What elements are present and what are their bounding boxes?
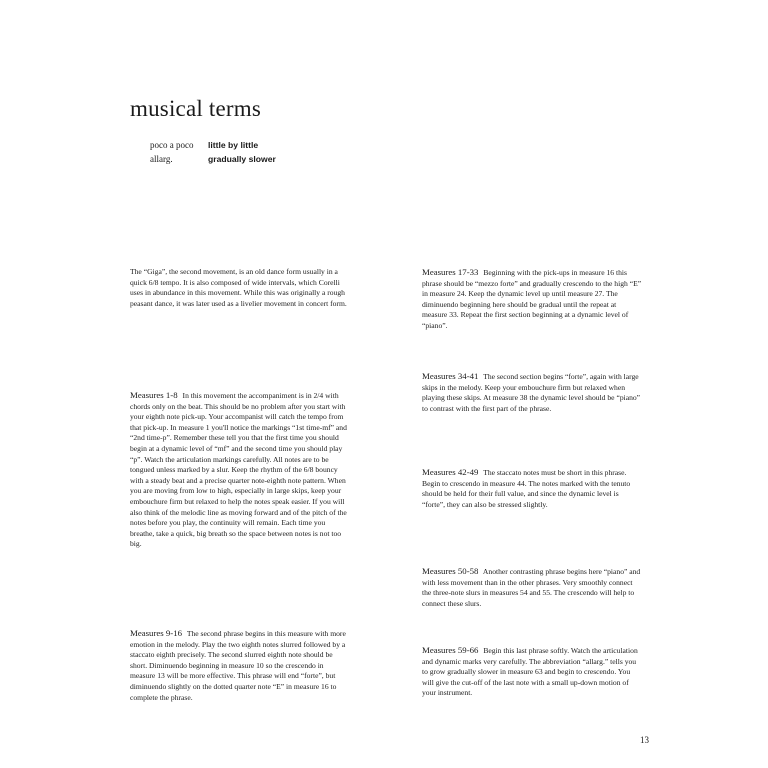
term-name: allarg. [150, 154, 173, 164]
page-number: 13 [640, 735, 649, 745]
section-body: The second section begins “forte”, again with large skips in the melody. Keep your embouchure firm but relaxed when playing these skips. At measure 38 the dynamic level should be “piano” to contrast with the first part of the phrase. [422, 372, 641, 413]
terms-list [150, 138, 276, 166]
section-body: Beginning with the pick-ups in measure 16 this phrase should be “mezzo forte” and gradually crescendo to the high “E” in measure 24. Keep the dynamic level up until measure 27. The diminuendo beginning here should be gradual until the repeat at measure 33. Repeat the first section beginning at a dynamic level of “piano”. [422, 268, 642, 330]
section-body: Begin this last phrase softly. Watch the articulation and dynamic marks very carefully. The abbreviation “allarg.” tells you to grow gradually slower in measure 63 and begin to crescendo. You will give the cut-off of the last note with a small up-down motion of your instrument. [422, 646, 638, 698]
term-definition: little by little [208, 140, 259, 150]
section-measures-34-41 [422, 371, 642, 414]
section-heading: Measures 34-41 [422, 371, 479, 381]
intro-paragraph: The “Giga”, the second movement, is an old dance form usually in a quick 6/8 tempo. It is also composed of wide intervals, which Corelli uses in abundance in this movement. While this was originally a rough peasant dance, it was later used as a livelier movement in concert form. [130, 267, 347, 308]
section-measures-1-8 [130, 390, 348, 550]
term-definition: gradually slower [208, 154, 276, 164]
section-heading: Measures 1-8 [130, 390, 178, 400]
section-measures-50-58 [422, 566, 642, 609]
term-row [150, 152, 276, 166]
section-body: Another contrasting phrase begins here “piano” and with less movement than in the other phrases. Very smoothly connect the three-note slurs in measures 54 and 55. The crescendo will help to connect these slurs. [422, 567, 641, 608]
section-heading: Measures 9-16 [130, 628, 183, 638]
section-measures-42-49 [422, 467, 642, 510]
section-measures-17-33 [422, 267, 642, 332]
section-heading: Measures 59-66 [422, 645, 479, 655]
section-measures-59-66 [422, 645, 642, 699]
section-body: The staccato notes must be short in this phrase. Begin to crescendo in measure 44. The notes marked with the tenuto should be held for their full value, and since the dynamic level is “forte”, they can also be stressed slightly. [422, 468, 631, 509]
term-row [150, 138, 276, 152]
section-body: In this movement the accompaniment is in 2/4 with chords only on the beat. This should be no problem after you start with your eighth note pick-up. Your accompanist will catch the tempo from that pick-up. In measure 1 you'll notice the markings “1st time-mf” and “2nd time-p”. Remember these tell you that the first time you should begin at a dynamic level of “mf” and the second time you should play “p”. Watch the articulation markings carefully. All notes are to be tongued unless marked by a slur. Keep the rhythm of the 6/8 bouncy with a steady beat and a precise quarter note-eighth note pattern. When you are moving from low to high, especially in large skips, keep your embouchure firm but relaxed to help the notes speak easier. If you will also think of the melodic line as moving forward and of the pitch of the notes before you play, the continuity will remain. Each time you breathe, take a quick, big breath so the space between notes is not too big. [130, 391, 347, 549]
section-heading: Measures 42-49 [422, 467, 479, 477]
page-title: musical terms [130, 96, 261, 121]
section-heading: Measures 50-58 [422, 566, 479, 576]
section-heading: Measures 17-33 [422, 267, 479, 277]
section-body: The second phrase begins in this measure with more emotion in the melody. Play the two eighth notes slurred followed by a staccato eighth precisely. The second slurred eighth note should be short. Diminuendo beginning in measure 10 so the crescendo in measure 13 will be more effective. This phrase will end “forte”, but diminuendo slightly on the dotted quarter note “E” in measure 16 to complete the phrase. [130, 629, 346, 702]
section-measures-9-16 [130, 628, 348, 703]
term-name: poco a poco [150, 140, 194, 150]
